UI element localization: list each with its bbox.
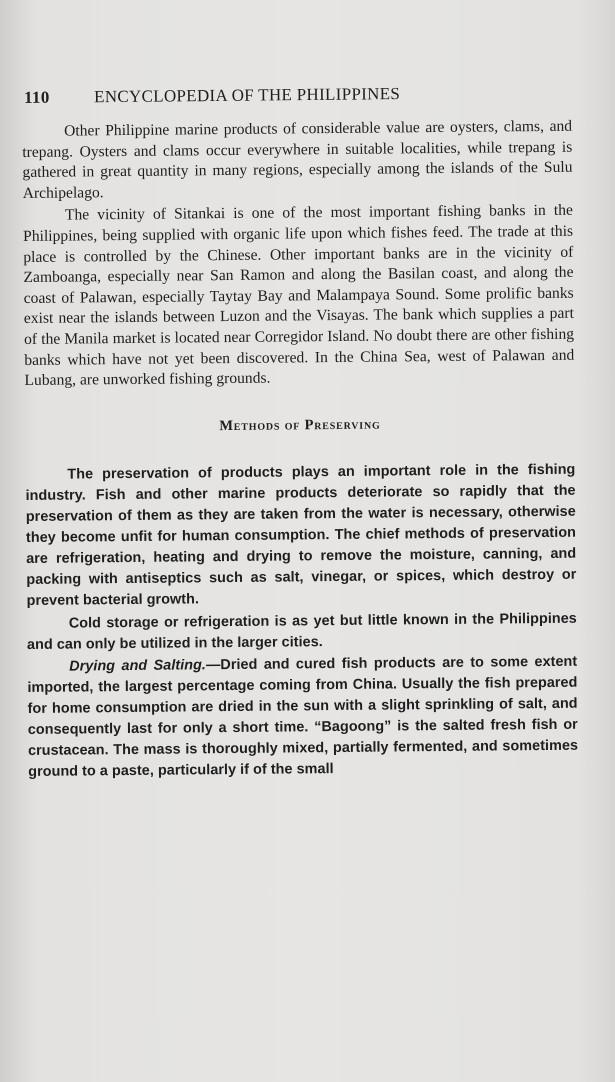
runin-heading-drying-and-salting: Drying and Salting. — [69, 657, 207, 676]
page-number: 110 — [24, 87, 50, 107]
running-header — [24, 82, 564, 108]
paragraph-drying-and-salting — [27, 652, 578, 783]
paragraph-fishing-banks: The vicinity of Sitankai is one of the most important fishing banks in the Philippines, being supplied with organic life upon which fishes feed. The trade at this place is controlled by the Chinese. Other important banks are in the vicinity of Zamboanga, especially near San Ramon and along the Basilan coast, and along the coast of Palawan, especially Taytay Bay and Malampaya Sound. Some prolific banks exist near the islands between Luzon and the Visayas. The bank which supplies a part of the Manila market is located near Corregidor Island. No doubt there are other fishing banks which have not yet been discovered. In the China Sea, west of Palawan and Lubang, are unworked fishing grounds. — [23, 202, 575, 390]
page-body — [22, 117, 578, 783]
paragraph-marine-products: Other Philippine marine products of considerable value are oysters, clams, and trepang. Oysters and clams occur everywhere in suitable localities, while trepang is gathered in great quantity in many regions, especially among the islands of the Sulu Archipelago. — [22, 117, 573, 202]
paragraph-preservation: The preservation of products plays an important role in the fishing industry. Fish and other marine products deteriorate so rapidly that the preservation of them as they are taken from the water is necessary, otherwise they become unfit for human consumption. The chief methods of preservation are refrigeration, heating and drying to remove the moisture, canning, and packing with antiseptics such as salt, vinegar, or spices, which destroy or prevent bacterial growth. — [25, 462, 577, 609]
section-heading-methods-of-preserving: Methods of Preserving — [219, 416, 381, 434]
paragraph-cold-storage: Cold storage or refrigeration is as yet but little known in the Philippines and can only be utilized in the larger cities. — [26, 610, 577, 653]
running-title: ENCYCLOPEDIA OF THE PHILIPPINES — [93, 84, 401, 107]
paragraph-drying-and-salting-text: —Dried and cured fish products are to some extent imported, the largest percentage coming from China. Usually the fish prepared for home consumption are dried in the sun with a slight sprinkling of salt, and consequently last for only a short time. “Bagoong” is the salted fresh fish or crustacean. The mass is thoroughly mixed, partially fermented, and sometimes ground to a paste, particularly if of the small — [27, 654, 579, 780]
